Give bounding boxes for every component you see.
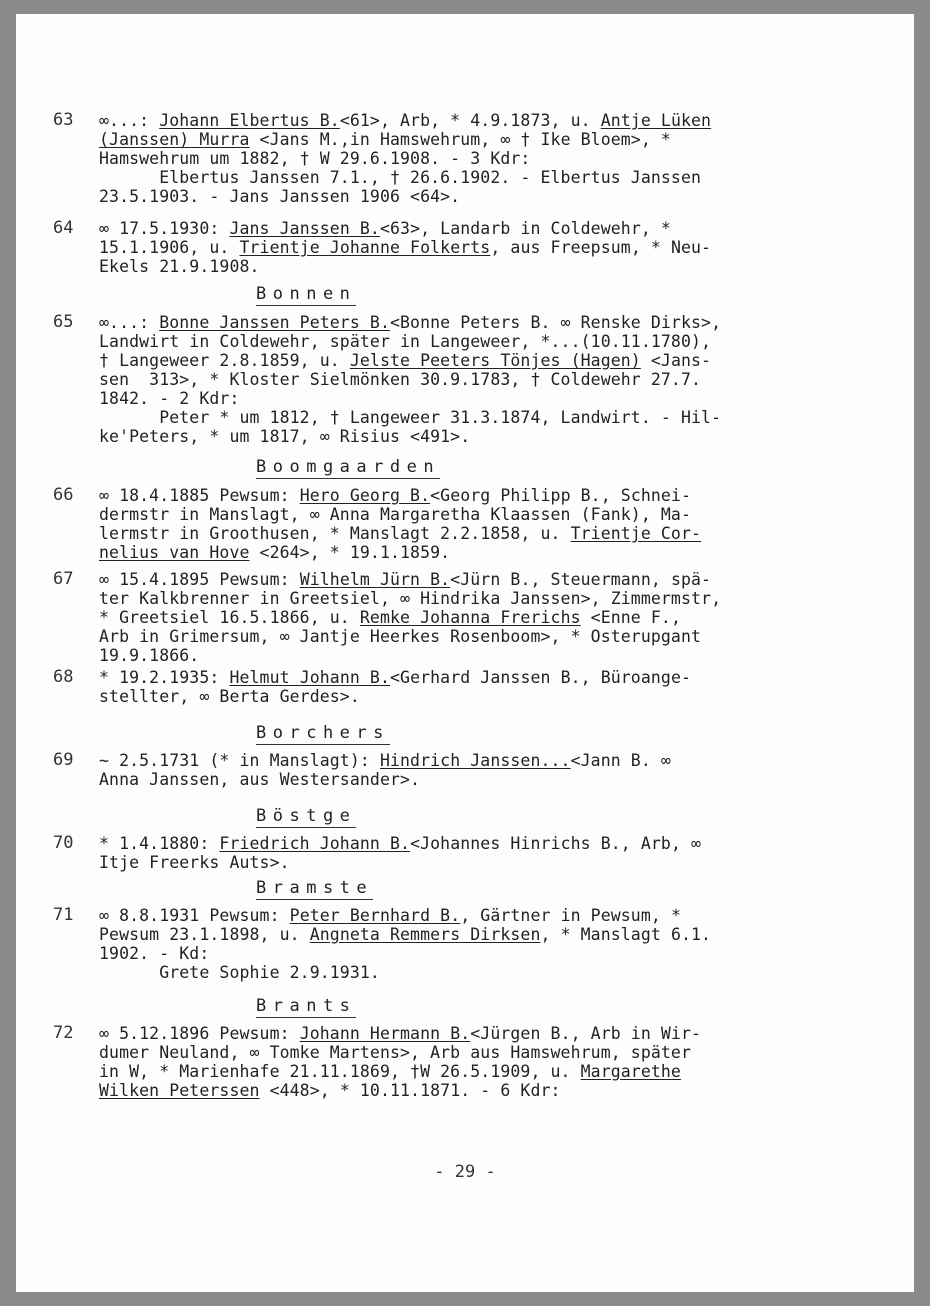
underlined-name: Johann Elbertus B. <box>159 111 340 130</box>
text-line: 1902. - Kd: <box>99 944 210 963</box>
text-line: nelius van Hove <264>, * 19.1.1859. <box>99 543 451 562</box>
page-content <box>16 14 914 1292</box>
family-heading: Bramste <box>256 878 374 898</box>
text-line: Ekels 21.9.1908. <box>99 257 260 276</box>
text-line: dermstr in Manslagt, ∞ Anna Margaretha Klaassen (Fank), Ma- <box>99 505 691 524</box>
text-line: Anna Janssen, aus Westersander>. <box>99 770 421 789</box>
text-line: Peter * um 1812, † Langeweer 31.3.1874, Landwirt. - Hil- <box>99 408 722 427</box>
text-line: Elbertus Janssen 7.1., † 26.6.1902. - Elbertus Janssen <box>99 168 702 187</box>
family-heading: Bonnen <box>256 284 357 304</box>
entry-number: 64 <box>53 218 74 238</box>
text-line: Landwirt in Coldewehr, später in Langeweer, *...(10.11.1780), <box>99 332 712 351</box>
underlined-name: Jans Janssen B. <box>229 219 380 238</box>
text-line: ∞ 8.8.1931 Pewsum: Peter Bernhard B., Gärtner in Pewsum, * <box>99 906 681 925</box>
underlined-name: Wilken Peterssen <box>99 1081 260 1100</box>
text-line: ∞...: Bonne Janssen Peters B.<Bonne Peters B. ∞ Renske Dirks>, <box>99 313 722 332</box>
text-line: Grete Sophie 2.9.1931. <box>99 963 380 982</box>
text-line: dumer Neuland, ∞ Tomke Martens>, Arb aus Hamswehrum, später <box>99 1043 691 1062</box>
entry-number: 66 <box>53 485 74 505</box>
text-line: lermstr in Groothusen, * Manslagt 2.2.1858, u. Trientje Cor- <box>99 524 702 543</box>
underlined-name: Bonne Janssen Peters B. <box>159 313 390 332</box>
family-heading: Böstge <box>256 806 357 826</box>
text-line: 19.9.1866. <box>99 646 200 665</box>
family-heading: Brants <box>256 996 357 1016</box>
underlined-name: nelius van Hove <box>99 543 250 562</box>
underlined-name: Peter Bernhard B. <box>289 906 461 925</box>
text-line: ∞ 5.12.1896 Pewsum: Johann Hermann B.<Jürgen B., Arb in Wir- <box>99 1024 702 1043</box>
underlined-name: Hero Georg B. <box>299 486 431 505</box>
entry-text <box>99 668 804 706</box>
entry-number: 63 <box>53 110 74 130</box>
text-line: in W, * Marienhafe 21.11.1869, †W 26.5.1909, u. Margarethe <box>99 1062 681 1081</box>
underlined-name: Trientje Johanne Folkerts <box>239 238 491 257</box>
text-line: Arb in Grimersum, ∞ Jantje Heerkes Rosenboom>, * Osterupgant <box>99 627 702 646</box>
entry-number: 71 <box>53 905 74 925</box>
underlined-name: Antje Lüken <box>600 111 712 130</box>
entry-number: 72 <box>53 1023 74 1043</box>
text-line: † Langeweer 2.8.1859, u. Jelste Peeters Tönjes (Hagen) <Jans- <box>99 351 712 370</box>
family-heading: Boomgaarden <box>256 457 441 477</box>
underlined-name: Jelste Peeters Tönjes (Hagen) <box>349 351 641 370</box>
entry-text <box>99 570 804 665</box>
document-page <box>16 14 914 1292</box>
family-heading: Borchers <box>256 723 390 743</box>
underlined-name: Margarethe <box>580 1062 681 1081</box>
entry-number: 65 <box>53 312 74 332</box>
entry-text <box>99 219 804 276</box>
entry-text <box>99 1024 804 1100</box>
text-line: ∞ 15.4.1895 Pewsum: Wilhelm Jürn B.<Jürn B., Steuermann, spä- <box>99 570 712 589</box>
text-line: (Janssen) Murra <Jans M.,in Hamswehrum, ∞ † Ike Bloem>, * <box>99 130 671 149</box>
text-line: Hamswehrum um 1882, † W 29.6.1908. - 3 Kdr: <box>99 149 531 168</box>
text-line: * 1.4.1880: Friedrich Johann B.<Johannes Hinrichs B., Arb, ∞ <box>99 834 702 853</box>
entry-text <box>99 486 804 562</box>
entry-number: 70 <box>53 833 74 853</box>
underlined-name: Remke Johanna Frerichs <box>359 608 581 627</box>
underlined-name: Johann Hermann B. <box>299 1024 471 1043</box>
text-line: ∞ 18.4.1885 Pewsum: Hero Georg B.<Georg Philipp B., Schnei- <box>99 486 692 505</box>
entry-text <box>99 834 804 872</box>
text-line: ~ 2.5.1731 (* in Manslagt): Hindrich Janssen...<Jann B. ∞ <box>99 751 671 770</box>
text-line: Pewsum 23.1.1898, u. Angneta Remmers Dirksen, * Manslagt 6.1. <box>99 925 712 944</box>
underlined-name: Trientje Cor- <box>570 524 702 543</box>
text-line: ter Kalkbrenner in Greetsiel, ∞ Hindrika Janssen>, Zimmermstr, <box>99 589 722 608</box>
underlined-name: Helmut Johann B. <box>229 668 390 687</box>
text-line: Itje Freerks Auts>. <box>99 853 290 872</box>
underlined-name: Angneta Remmers Dirksen <box>309 925 541 944</box>
text-line: sen 313>, * Kloster Sielmönken 30.9.1783, † Coldewehr 27.7. <box>99 370 702 389</box>
entry-text <box>99 751 804 789</box>
text-line: ∞...: Johann Elbertus B.<61>, Arb, * 4.9.1873, u. Antje Lüken <box>99 111 712 130</box>
underlined-name: Wilhelm Jürn B. <box>299 570 451 589</box>
text-line: stellter, ∞ Berta Gerdes>. <box>99 687 360 706</box>
text-line: ke'Peters, * um 1817, ∞ Risius <491>. <box>99 427 471 446</box>
page-number: - 29 - <box>434 1162 496 1182</box>
text-line: 23.5.1903. - Jans Janssen 1906 <64>. <box>99 187 461 206</box>
entry-number: 67 <box>53 569 74 589</box>
entry-text <box>99 111 804 206</box>
text-line: * Greetsiel 16.5.1866, u. Remke Johanna Frerichs <Enne F., <box>99 608 681 627</box>
entry-number: 68 <box>53 667 74 687</box>
entry-number: 69 <box>53 750 74 770</box>
entry-text <box>99 313 804 446</box>
text-line: Wilken Peterssen <448>, * 10.11.1871. - 6 Kdr: <box>99 1081 561 1100</box>
underlined-name: Hindrich Janssen... <box>379 751 571 770</box>
text-line: 1842. - 2 Kdr: <box>99 389 240 408</box>
text-line: * 19.2.1935: Helmut Johann B.<Gerhard Janssen B., Büroange- <box>99 668 692 687</box>
text-line: 15.1.1906, u. Trientje Johanne Folkerts, aus Freepsum, * Neu- <box>99 238 712 257</box>
underlined-name: Friedrich Johann B. <box>219 834 411 853</box>
entry-text <box>99 906 804 982</box>
underlined-name: (Janssen) Murra <box>99 130 250 149</box>
text-line: ∞ 17.5.1930: Jans Janssen B.<63>, Landarb in Coldewehr, * <box>99 219 671 238</box>
